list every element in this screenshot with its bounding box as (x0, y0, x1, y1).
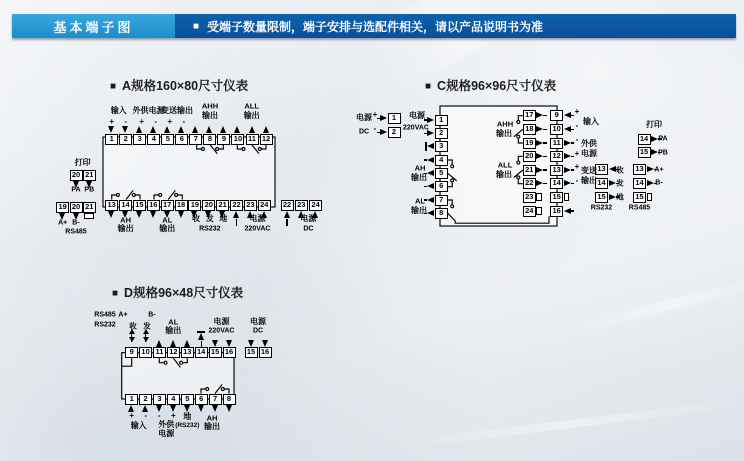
wire-stub (571, 115, 575, 116)
arrow-out-icon (156, 340, 162, 347)
terminal-box: 2 (388, 127, 401, 138)
ground-arrow-icon (427, 143, 434, 149)
terminal-label: DC (358, 128, 370, 135)
arrow-out-icon (150, 126, 156, 133)
terminal-box: 10 (550, 124, 563, 135)
terminal-box: 9 (125, 347, 138, 358)
terminal-label: 外供 (581, 139, 597, 148)
terminal-label: 收 (129, 320, 137, 330)
arrow-out-icon (564, 140, 571, 146)
terminal-label: + (574, 161, 580, 171)
terminal-label: AH (120, 215, 132, 225)
terminal-box: 19 (523, 138, 536, 149)
arrow-in-icon (380, 115, 387, 121)
terminal-box: 13 (595, 164, 608, 175)
arrow-out-icon (220, 126, 226, 133)
terminal-box: 16 (147, 200, 160, 211)
arrow-out-icon (136, 126, 142, 133)
terminal-label: - (182, 117, 186, 126)
arrow-in-icon (108, 126, 114, 133)
terminal-label: 电源 (409, 111, 425, 120)
terminal-label: 电源 (158, 429, 175, 438)
terminal-box: 1 (125, 394, 138, 405)
terminal-label: 输出 (496, 129, 512, 138)
terminal-label: 打印 (646, 120, 662, 129)
square-bullet-icon: ■ (112, 288, 119, 299)
terminal-label: PB (84, 186, 95, 194)
arrow-out-icon (427, 183, 434, 189)
terminal-box: 12 (260, 134, 273, 145)
arrow-out-icon (427, 210, 434, 216)
terminal-box: 6 (175, 134, 188, 145)
terminal-label: A+ (58, 219, 68, 226)
wire-stub (424, 159, 428, 160)
wire-stub (424, 133, 428, 134)
terminal-box: 12 (167, 347, 180, 358)
arrow-in-icon (564, 112, 571, 118)
arrow-in-icon (380, 129, 387, 135)
terminal-label: ALL (244, 101, 259, 111)
terminal-box: 9 (217, 134, 230, 145)
arrow-out-icon (249, 126, 255, 133)
terminal-label: 输出 (117, 224, 134, 233)
diagram-d-title: ■ D规格96×48尺寸仪表 (112, 286, 244, 300)
terminal-box: 3 (435, 141, 448, 152)
terminal-box: 9 (550, 110, 563, 121)
terminal-label: 输入 (583, 117, 599, 126)
terminal-label: AL (415, 196, 425, 206)
wire-stub (571, 169, 575, 170)
terminal-box: 8 (203, 134, 216, 145)
arrow-out-icon (198, 405, 204, 412)
arrow-out-icon (136, 211, 142, 218)
terminal-label: 外供电源 (132, 106, 165, 115)
square-bullet-icon: ■ (110, 81, 117, 92)
terminal-box: 3 (133, 134, 146, 145)
arrow-in-icon (122, 126, 128, 133)
terminal-label: 变送 (581, 166, 597, 175)
terminal-label: 电源 (300, 214, 317, 223)
arrow-out-icon (536, 140, 543, 146)
arrow-out-icon (536, 112, 543, 118)
terminal-box: 15 (595, 192, 608, 203)
terminal-label: 电源 (250, 317, 266, 326)
terminal-box: 24 (523, 206, 536, 217)
terminal-box: 14 (195, 347, 208, 358)
terminal-box: 4 (167, 394, 180, 405)
wire-stub (543, 142, 547, 143)
terminal-label: 输出 (411, 173, 427, 182)
ground-arrow-icon (233, 211, 239, 218)
terminal-label: 发 (616, 178, 624, 188)
terminal-box: 11 (153, 347, 166, 358)
terminal-box: 23 (244, 200, 257, 211)
instrument-body-d (122, 353, 234, 399)
terminal-box: 1 (388, 113, 401, 124)
arrow-out-icon (609, 194, 616, 200)
terminal-box: 16 (223, 347, 236, 358)
terminal-box: 4 (147, 134, 160, 145)
terminal-label: 打印 (74, 158, 91, 167)
arrow-out-icon (536, 167, 543, 173)
arrow-bidir-icon (129, 337, 135, 342)
terminal-label: (RS232) (175, 421, 200, 429)
terminal-label: - (154, 117, 158, 126)
terminal-box: 23 (523, 192, 536, 203)
terminal-label: A+ (654, 166, 664, 174)
arrow-out-icon (536, 180, 543, 186)
page-title: 基本端子图 (53, 19, 134, 35)
ground-stem (236, 219, 237, 226)
terminal-label: AL (162, 215, 173, 225)
wire-stub (377, 132, 381, 133)
blank-terminal-stub (536, 193, 542, 201)
terminal-box: 20 (523, 151, 536, 162)
terminal-label: + (129, 411, 135, 420)
wire-stub (543, 183, 547, 184)
terminal-label: DC (303, 225, 314, 232)
arrow-out-icon (647, 166, 654, 172)
terminal-box: 14 (595, 178, 608, 189)
terminal-box: 4 (435, 155, 448, 166)
terminal-label: 220VAC (244, 225, 271, 232)
terminal-label: 输入 (130, 421, 147, 430)
terminal-label: 电源 (356, 113, 372, 122)
wire-stub (571, 129, 575, 130)
terminal-label: 输出 (159, 224, 176, 233)
arrow-out-icon (427, 197, 434, 203)
terminal-label: AHH (201, 101, 219, 111)
terminal-box: 8 (435, 208, 448, 219)
arrow-in-icon (427, 117, 434, 123)
terminal-box: 2 (139, 394, 152, 405)
arrow-out-icon (170, 340, 176, 347)
terminal-box: 15 (638, 147, 651, 158)
terminal-box: 2 (119, 134, 132, 145)
terminal-label: AH (206, 413, 218, 423)
wire-stub (571, 183, 575, 184)
arrow-out-icon (427, 170, 434, 176)
terminal-box: 14 (633, 178, 646, 189)
terminal-box: 6 (195, 394, 208, 405)
terminal-box: 20 (70, 170, 83, 181)
arrow-out-icon (564, 167, 571, 173)
terminal-box: 15 (133, 200, 146, 211)
terminal-box: 10 (231, 134, 244, 145)
terminal-box: 14 (638, 134, 651, 145)
terminal-box: 17 (523, 110, 536, 121)
arrow-in-icon (564, 126, 571, 132)
terminal-box: 17 (161, 200, 174, 211)
terminal-box: 5 (181, 394, 194, 405)
terminal-label: 输出 (165, 326, 182, 335)
arrow-out-icon (234, 126, 240, 133)
arrow-out-icon (651, 136, 658, 142)
terminal-box: 12 (550, 151, 563, 162)
terminal-box: 14 (119, 200, 132, 211)
terminal-box: 11 (246, 134, 259, 145)
arrow-out-icon (178, 211, 184, 218)
terminal-label: 输出 (243, 110, 260, 120)
wire-stub (543, 169, 547, 170)
terminal-box: 21 (523, 165, 536, 176)
arrow-out-icon (192, 126, 198, 133)
diagram-a-title: ■ A规格160×80尺寸仪表 (110, 79, 249, 93)
blank-terminal-stub (564, 193, 570, 201)
blank-terminal-stub (536, 207, 542, 215)
terminal-label: 外供 (158, 420, 175, 429)
terminal-label: 收 (616, 164, 624, 174)
terminal-label: - (373, 124, 377, 133)
terminal-label: - (575, 134, 579, 144)
terminal-label: - (575, 121, 579, 130)
ground-stem (201, 341, 202, 348)
terminal-label: 收 (192, 214, 200, 223)
terminal-label: 输出 (202, 110, 218, 120)
terminal-label: 输出 (581, 176, 597, 185)
terminal-label: B- (655, 179, 663, 187)
terminal-label: 电源 (581, 149, 597, 158)
wire-stub (571, 156, 575, 157)
arrow-out-icon (564, 180, 571, 186)
terminal-label: B- (148, 311, 156, 319)
terminal-box: 7 (435, 195, 448, 206)
terminal-label: PB (658, 149, 668, 157)
terminal-box: 20 (202, 200, 215, 211)
wire-stub (424, 186, 428, 187)
terminal-box: 24 (258, 200, 271, 211)
terminal-box: 13 (105, 200, 118, 211)
terminal-box: 19 (188, 200, 201, 211)
arrow-in-icon (262, 340, 268, 347)
terminal-box: 21 (216, 200, 229, 211)
terminal-label: PA (658, 135, 668, 143)
terminal-label: 发 (143, 320, 151, 330)
terminal-box: 19 (56, 202, 69, 213)
terminal-label: 地 (219, 214, 228, 223)
terminal-box: 7 (209, 394, 222, 405)
terminal-box: 1 (435, 115, 448, 126)
wire-stub (571, 142, 575, 143)
ground-arrow-icon (284, 211, 290, 218)
terminal-box: 22 (281, 200, 294, 211)
terminal-box: 18 (523, 124, 536, 135)
wire-stub (543, 156, 547, 157)
diagram-c-title: ■ C规格96×96尺寸仪表 (425, 79, 557, 93)
terminal-box: 24 (309, 200, 322, 211)
terminal-box: 22 (230, 200, 243, 211)
terminal-label: 电源 (213, 317, 230, 326)
arrow-out-icon (647, 180, 654, 186)
arrow-out-icon (427, 157, 434, 163)
terminal-label: AHH (496, 119, 514, 129)
terminal-box: 22 (523, 178, 536, 189)
arrow-out-icon (206, 126, 212, 133)
terminal-label: + (109, 117, 115, 126)
arrow-out-icon (651, 149, 658, 155)
arrow-out-icon (536, 126, 543, 132)
terminal-box: 8 (223, 394, 236, 405)
terminal-label: 发 (205, 214, 214, 223)
terminal-box: 20 (70, 202, 83, 213)
terminal-label: 地 (616, 192, 624, 202)
arrow-out-icon (212, 405, 218, 412)
terminal-label: RS232 (94, 321, 116, 329)
terminal-label: 地 (183, 412, 192, 421)
arrow-out-icon (184, 340, 190, 347)
terminal-box: 18 (175, 200, 188, 211)
terminal-label: DC (252, 327, 264, 335)
terminal-label: 输出 (411, 206, 427, 215)
terminal-box: 15 (633, 192, 646, 203)
arrow-out-icon (108, 211, 114, 218)
ground-stem (286, 219, 287, 226)
terminal-label: 电源 (249, 214, 266, 223)
terminal-box: 5 (161, 134, 174, 145)
arrow-out-icon (564, 153, 571, 159)
arrow-out-icon (164, 126, 170, 133)
terminal-label: - (144, 411, 148, 420)
terminal-box: 3 (153, 394, 166, 405)
terminal-box: 2 (435, 128, 448, 139)
terminal-box: 21 (83, 170, 96, 181)
square-bullet-icon: ■ (425, 81, 432, 92)
terminal-label: AL (168, 317, 179, 327)
terminal-label: - (575, 175, 579, 185)
terminal-label: RS485 (628, 204, 651, 212)
terminal-label: 输入 (110, 106, 127, 115)
header-note-text: 受端子数量限制，端子安排与选配件相关，请以产品说明书为准 (207, 19, 544, 34)
terminal-label: A+ (118, 311, 128, 319)
arrow-in-icon (564, 208, 571, 214)
arrow-in-icon (609, 166, 616, 172)
blank-terminal-stub (84, 213, 94, 219)
terminal-box: 14 (550, 178, 563, 189)
terminal-label: + (574, 148, 580, 158)
arrow-out-icon (263, 126, 269, 133)
terminal-label: B- (72, 219, 80, 226)
arrow-in-icon (212, 340, 218, 347)
terminal-label: - (124, 117, 128, 126)
terminal-box: 23 (295, 200, 308, 211)
arrow-out-icon (609, 180, 616, 186)
terminal-label: 输出 (204, 422, 220, 431)
terminal-box: 15 (550, 192, 563, 203)
terminal-label: RS485 (94, 311, 116, 319)
square-bullet-icon: ■ (193, 20, 200, 32)
terminal-label: 输出 (496, 170, 512, 179)
terminal-label: 220VAC (403, 124, 429, 132)
terminal-box: 16 (550, 206, 563, 217)
arrow-in-icon (248, 340, 254, 347)
ground-bar-icon (425, 142, 427, 151)
wire-stub (571, 210, 575, 211)
terminal-box: 6 (435, 181, 448, 192)
terminal-box: 21 (83, 202, 96, 213)
terminal-box: 13 (633, 164, 646, 175)
terminal-label: ALL (497, 160, 513, 170)
terminal-label: - (157, 411, 161, 420)
wire-stub (543, 129, 547, 130)
terminal-box: 7 (189, 134, 202, 145)
arrow-out-icon (226, 405, 232, 412)
terminal-label: + (574, 107, 580, 116)
terminal-label: 变送输出 (161, 106, 193, 115)
terminal-label: AH (414, 163, 426, 173)
arrow-bidir-icon (143, 337, 149, 342)
arrow-out-icon (184, 405, 190, 412)
ground-arrow-icon (198, 333, 204, 340)
terminal-box: 11 (550, 138, 563, 149)
terminal-label: RS232 (199, 225, 221, 232)
terminal-box: 1 (105, 134, 118, 145)
terminal-box: 10 (139, 347, 152, 358)
terminal-label: + (167, 117, 173, 126)
terminal-label: PA (71, 186, 81, 194)
arrow-out-icon (536, 153, 543, 159)
wire-stub (543, 115, 547, 116)
terminal-box: 13 (550, 165, 563, 176)
arrow-out-icon (150, 211, 156, 218)
terminal-box: 5 (435, 168, 448, 179)
arrow-out-icon (178, 126, 184, 133)
terminal-box: 15 (209, 347, 222, 358)
terminal-label: 220VAC (208, 327, 235, 335)
terminal-label: + (170, 411, 176, 420)
terminal-label: + (139, 117, 145, 126)
arrow-in-icon (226, 340, 232, 347)
terminal-box: 13 (181, 347, 194, 358)
blank-terminal-stub (647, 193, 653, 201)
terminal-label: RS485 (65, 228, 87, 235)
terminal-box: 16 (259, 347, 272, 358)
terminal-label: RS232 (590, 204, 613, 212)
terminal-box: 15 (245, 347, 258, 358)
terminal-label: + (372, 110, 378, 119)
